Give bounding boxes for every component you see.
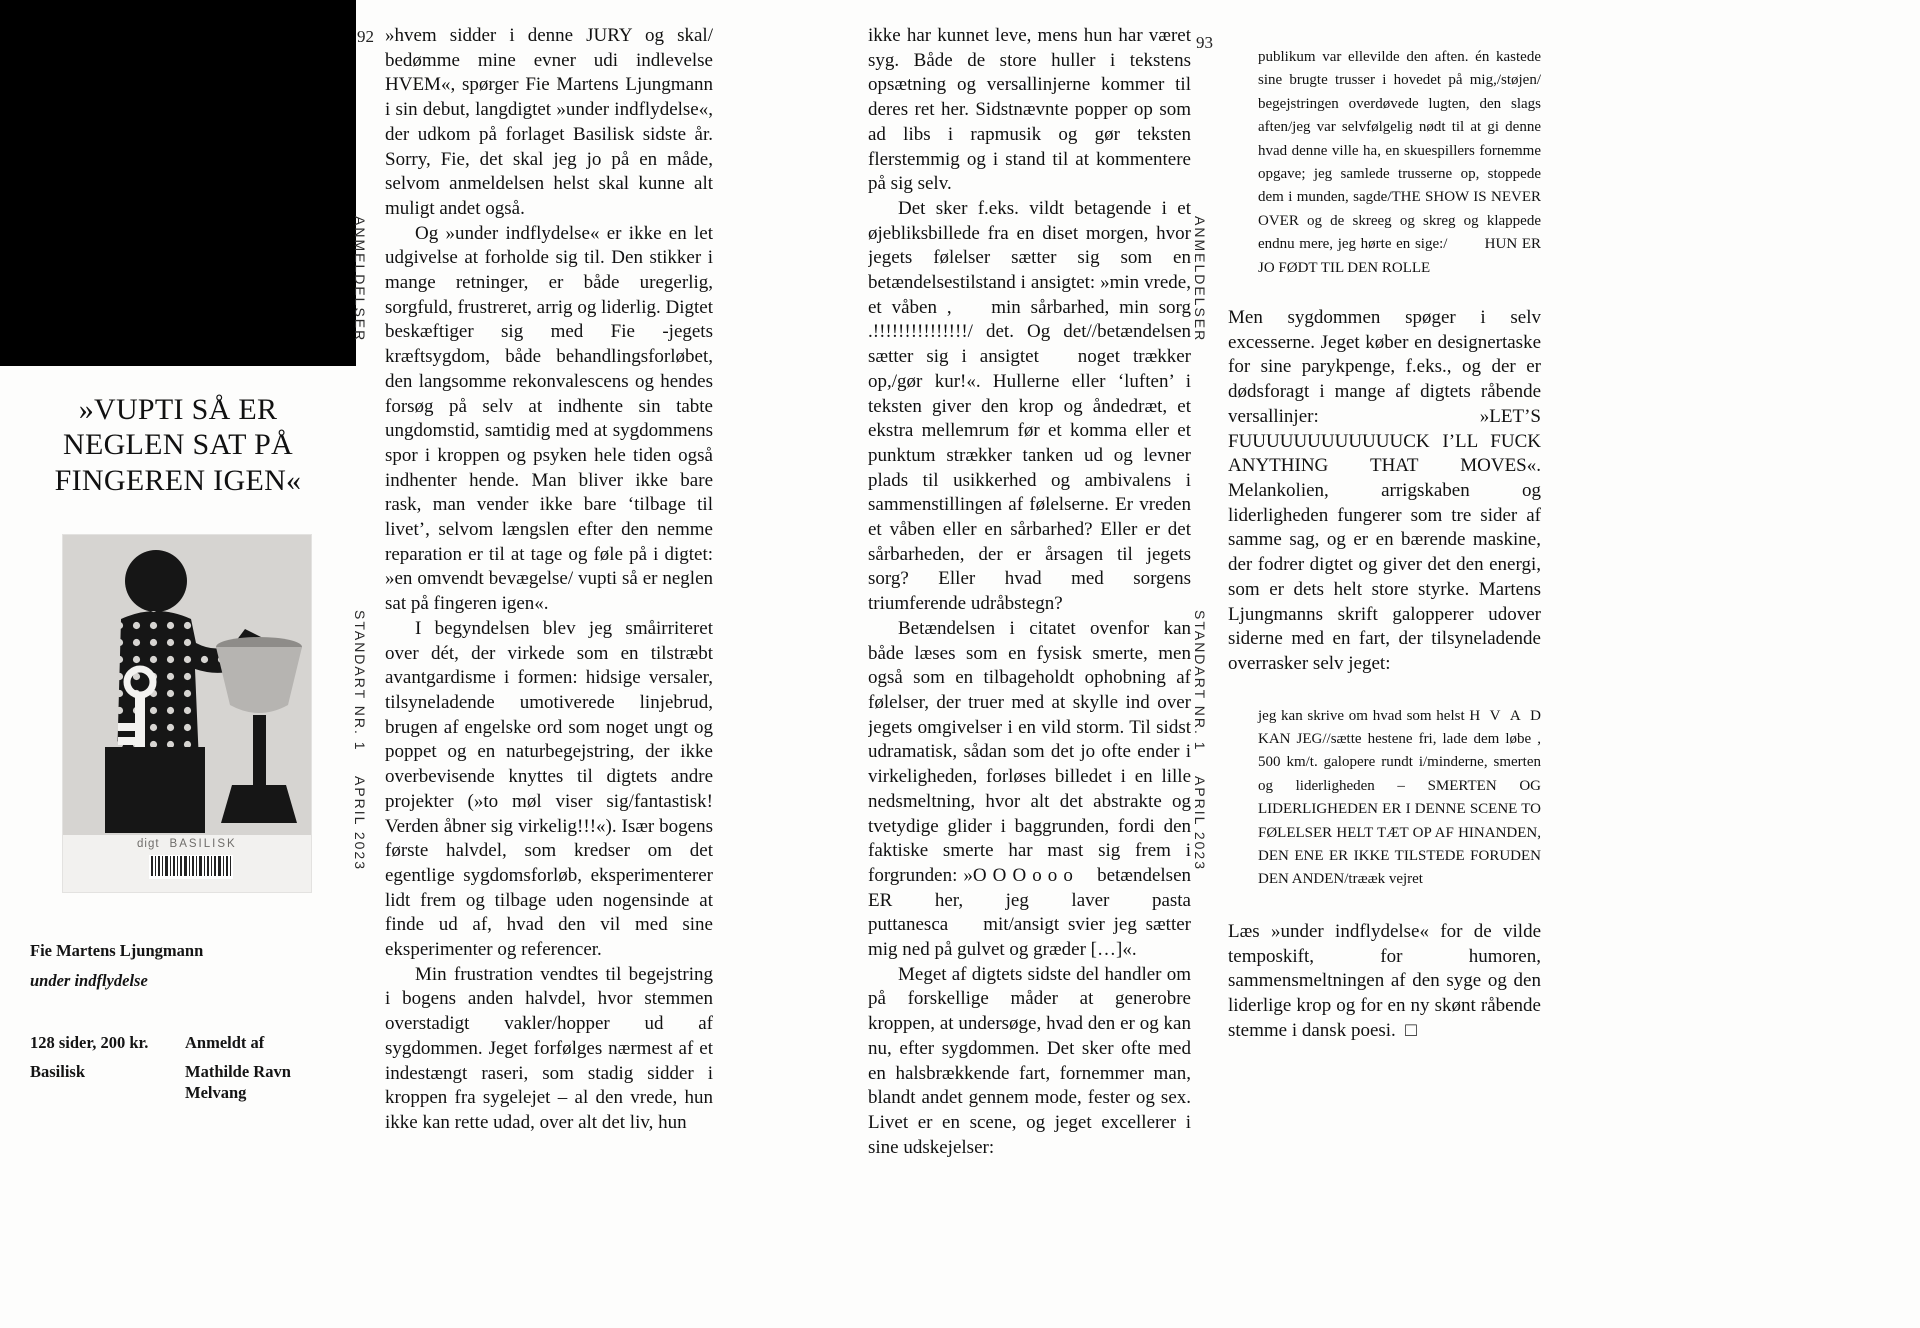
paragraph: I begyndelsen blev jeg småirriteret over dét, der virkede som en tilstræbt avantgardisme i formen: hidsige versaler, tilsyneladende umotiverede linjebrud, brugen af engelske ord som noget ungt og poppet og en naturbegejstring, der ikke overbevisende knyttes til digtets andre projekter (»to møl viser sig/fantastisk! Verden åbner sig virkelig!!!«). Især bogens første halvdel, som kredser om det egentlige sygdomsforløb, eksperimenterer lidt frem og tilbage uden nogensinde at finde ud af, hvad den vil med sine eksperimenter og referencer.: [385, 617, 713, 961]
journal-label-right: STANDART NR. 1: [1192, 610, 1208, 752]
poem-quote-1: publikum var ellevilde den aften. én kastede sine brugte trusser i hovedet på mig,/støjen/ begejstringen overdøvede lugten, den slags aften/jeg var selvfølgelig nødt til at gi denne hvad denne ville ha, en skuespillers fornemme opgave; jeg samlede trusserne op, stoppede dem i munden, sagde/THE SHOW IS NEVER OVER og de skreeg og skreg og klappede endnu mere, jeg hørte en sige:/ HUN ER JO FØDT TIL DEN ROLLE: [1258, 49, 1541, 276]
review-column-1: [385, 24, 713, 1324]
paragraph: Men sygdommen spøger i selv excesserne. Jeget køber en designertaske for sine parykpenge, f.eks., og der er dødsforagt i mange af digtets råbende versallinjer: »LET’S FUUUUUUUUUUUUCK I’LL FUCK ANYTHING THAT MOVES«. Melankolien, arrigskaben og liderligheden fungerer som tre sider af samme sag, og er en bærende maskine, der fodrer digtet og giver det den energi, som er dets helt store styrke. Martens Ljungmanns skrift galopperer udover siderne med en fart, der tilsyneladende overrasker selv jeget:: [1228, 307, 1541, 674]
date-label-left: APRIL 2023: [352, 776, 368, 871]
paragraph: Og »under indflydelse« er ikke en let udgivelse at forholde sig til. Den stikker i mange retninger, er både uregerlig, sorgfuld, frustreret, arrig og liderlig. Digtet beskæftiger sig med Fie -jegets kræftsygdom, både behandlingsforløbet, den langsomme rekonvalescens og hendes forsøg på selv at indhente sin tabte ungdomstid, samtidig med at sygdommens spor i kroppen og psyken hele tiden også indhenter hende. Man bliver ikke bare rask, man vender ikke bare ‘tilbage til livet’, selvom længslen efter den nemme reparation er til at tage og føle på i digtet: »en omvendt bevægelse/ vupti så er neglen sat på fingeren igen«.: [385, 222, 713, 615]
book-meta: [30, 941, 332, 1103]
review-column-2: [868, 24, 1191, 1324]
date-label-right: APRIL 2023: [1192, 776, 1208, 871]
book-cover-illustration: [63, 535, 311, 835]
paragraph: Meget af digtets sidste del handler om på forskellige måder at generobre kroppen, at undersøge, hvad den er og kan nu, efter sygdommen. Det sker ofte med en halsbrækkende fart, fornemmer man, blandt andet gennem mode, fester og sex. Livet er en scene, og jeget excellerer i sine udskejelser:: [868, 963, 1191, 1158]
review-title-line-2: NEGLEN SAT PÅ: [62, 428, 294, 462]
section-label-left: ANMELDELSER: [352, 216, 368, 343]
section-label-right: ANMELDELSER: [1192, 216, 1208, 343]
book-cover: [63, 535, 311, 892]
cover-caption-digt: digt: [137, 838, 160, 850]
page-number-92: 92: [357, 27, 374, 46]
review-title-line-3: FINGEREN IGEN«: [54, 463, 302, 497]
publisher: Basilisk: [30, 1061, 86, 1081]
poem-quote-2: jeg kan skrive om hvad som helst H V A D KAN JEG//sætte hestene fri, lade dem løbe , 500 km/t. galopere rundt i/minderne, smerten og liderligheden – SMERTEN OG LIDERLIGHEDEN ER I DENNE SCENE TO FØLELSER HELT TÆT OP AF HINANDEN, DEN ENE ER IKKE TILSTEDE FORUDEN DEN ANDEN/trææk vejret: [1258, 707, 1541, 888]
paragraph: »hvem sidder i denne JURY og skal/ bedømme mine evner udi indlevelse HVEM«, spørger Fie Martens Ljungmann i sin debut, langdigtet »under indflydelse«, der udkom på forlaget Basilisk sidste år. Sorry, Fie, det skal jeg jo på en måde, selvom anmeldelsen helst skal kunne alt muligt andet også.: [385, 25, 713, 219]
review-column-3: [1228, 44, 1541, 1324]
book-title: under indflydelse: [30, 970, 148, 990]
black-banner: [0, 0, 356, 366]
reviewer-name: Mathilde Ravn Melvang: [185, 1061, 291, 1102]
paragraph: Min frustration vendtes til begejstring i bogens anden halvdel, hvor stemmen overstadigt vakler/hopper ud af sygdommen. Jeget forfølges nærmest af et indestængt raseri, som stadig sidder i kroppen fra sygelejet – al den vrede, hun ikke kan rette udad, over alt det liv, hun: [385, 963, 713, 1133]
paragraph: ikke har kunnet leve, mens hun har været syg. Både de store huller i tekstens opsætning og versallinjerne kommer til deres ret her. Sidstnævnte popper op som ad libs i rapmusik og gør teksten flerstemmig og i stand til at kommentere på sig selv.: [868, 25, 1191, 195]
paragraph: Det sker f.eks. vildt betagende i et øjebliksbillede fra en diset morgen, hvor jegets følelser sætter sig som en betændelsestilstand i ansigtet: »min vrede, et våben , min sårbarhed, min sorg .!!!!!!!!!!!!!!!/ det. Og det//betændelsen sætter sig i ansigtet noget trækker op,/gør kur!«. Hullerne eller ‘luften’ i teksten giver den krop og åndedræt, et ekstra mellemrum før et komma eller et punktum strækker tanken ud og levner plads til usikkerhed og ambivalens i sammenstillingen af følelserne. Er vreden et våben eller en sårbarhed? Eller er det sårbarheden, der er årsagen til jegets sorg? Eller hvad med sorgens triumferende udråbstegn?: [868, 197, 1191, 615]
review-title: [28, 392, 328, 498]
cover-caption: [137, 838, 237, 850]
reviewed-by-label: Anmeldt af: [185, 1033, 265, 1053]
journal-label-left: STANDART NR. 1: [352, 610, 368, 752]
closing-paragraph: Læs »under indflydelse« for de vilde temposkift, for humoren, sammensmeltningen af den syge og den liderlige krop og for en ny skønt råbende stemme i dansk poesi. □: [1228, 920, 1541, 1041]
cover-caption-basilisk: BASILISK: [169, 838, 237, 850]
book-details-grid: [30, 1033, 332, 1103]
book-details: 128 sider, 200 kr.: [30, 1033, 149, 1053]
review-title-line-1: »VUPTI SÅ ER: [78, 393, 278, 426]
book-author: Fie Martens Ljungmann: [30, 941, 204, 960]
paragraph: Betændelsen i citatet ovenfor kan både læses som en fysisk smerte, men også som en tilbageholdt ophobning af følelser, der truer med at skylle ind over jegets omgivelser i en vild storm. Til sidst udramatisk, sådan som det jo ofte ender i virkeligheden, forløses billedet i en lille nedsmeltning, hvor alt det abstrakte og tvetydige glider i baggrunden, fordi den faktiske smerte har mast sig frem i forgrunden: »O O O o o o betændelsen ER her, jeg laver pasta puttanesca mit/ansigt svier jeg sætter mig ned på gulvet og græder […]«.: [868, 617, 1191, 961]
barcode: [149, 855, 233, 879]
page-number-93: 93: [1196, 33, 1213, 52]
